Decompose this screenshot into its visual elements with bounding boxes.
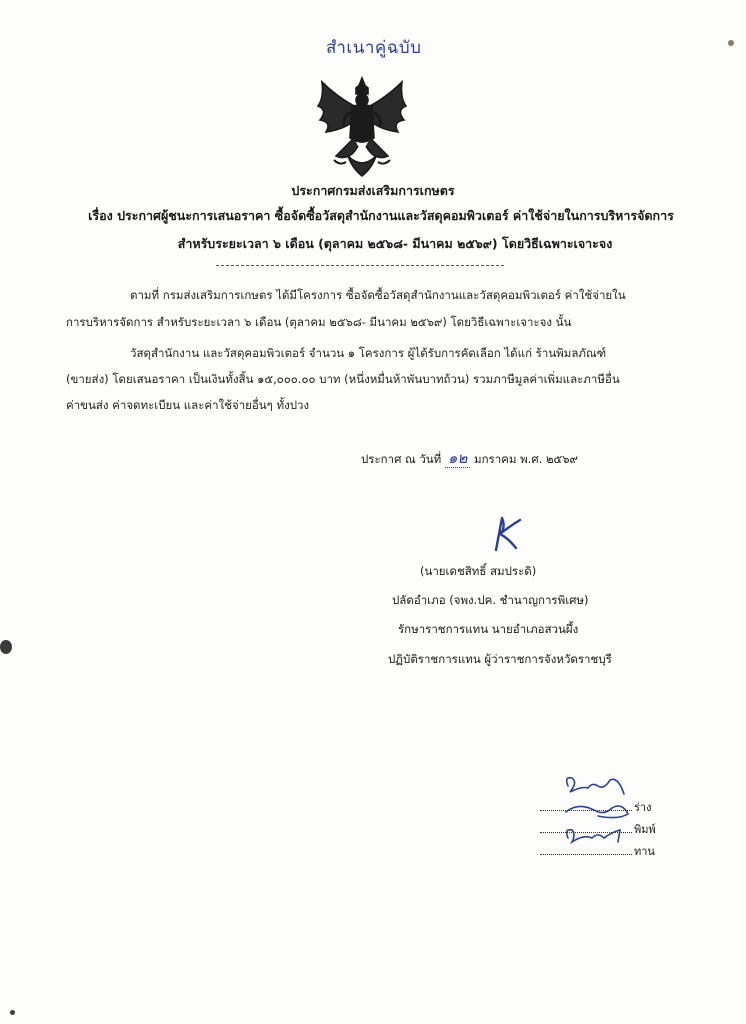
- header-period: สำหรับระยะเวลา ๖ เดือน (ตุลาคม ๒๕๖๘- มีนาคม ๒๕๖๙) โดยวิธีเฉพาะเจาะจง: [177, 236, 613, 251]
- garuda-emblem-icon: [314, 76, 410, 178]
- initials-review-label: ทาน: [634, 845, 655, 858]
- initials-review-row: [540, 842, 666, 860]
- body-line-1: ตามที่ กรมส่งเสริมการเกษตร ได้มีโครงการ ซื้อจัดซื้อวัสดุสำนักงานและวัสดุคอมพิวเตอร์ ค่าใช้จ่ายใน: [130, 288, 626, 302]
- scan-speck: [0, 640, 12, 654]
- signatory-position-2: รักษาราชการแทน นายอำเภอสวนผึ้ง: [398, 622, 579, 636]
- header-subject: เรื่อง ประกาศผู้ชนะการเสนอราคา ซื้อจัดซื้อวัสดุสำนักงานและวัสดุคอมพิวเตอร์ ค่าใช้จ่ายในการบริหารจัดการ: [88, 208, 674, 223]
- copy-stamp: สำเนาคู่ฉบับ: [326, 38, 422, 58]
- signature-mark-icon: [486, 512, 524, 552]
- announcement-date-suffix: มกราคม พ.ศ. ๒๕๖๙: [474, 452, 578, 466]
- body-line-4: (ขายส่ง) โดยเสนอราคา เป็นเงินทั้งสิ้น ๑๕,๐๐๐.๐๐ บาท (หนึ่งหมื่นห้าพันบาทถ้วน) รวมภาษีมูลค่าเพิ่มและภาษีอื่น: [66, 372, 620, 386]
- signatory-position-1: ปลัดอำเภอ (จพง.ปค. ชำนาญการพิเศษ): [392, 593, 589, 607]
- signatory-position-3: ปฏิบัติราชการแทน ผู้ว่าราชการจังหวัดราชบุรี: [388, 652, 612, 666]
- body-line-2: การบริหารจัดการ สำหรับระยะเวลา ๖ เดือน (ตุลาคม ๒๕๖๘- มีนาคม ๒๕๖๙) โดยวิธีเฉพาะเจาะจง นั้น: [66, 315, 572, 329]
- body-line-3: วัสดุสำนักงาน และวัสดุคอมพิวเตอร์ จำนวน ๑ โครงการ ผู้ได้รับการคัดเลือก ได้แก่ ร้านพิมลภัณฑ์: [130, 346, 607, 360]
- scan-speck: [728, 40, 734, 46]
- initials-draft-row: [540, 798, 666, 816]
- header-agency: ประกาศกรมส่งเสริมการเกษตร: [291, 183, 455, 198]
- initials-print-row: [540, 820, 666, 838]
- announcement-date-prefix: ประกาศ ณ วันที่: [361, 452, 442, 466]
- announcement-day: ๑๒: [445, 449, 470, 468]
- signatory-name: (นายเดชสิทธิ์ สมประดิ): [420, 564, 537, 578]
- initials-print-label: พิมพ์: [634, 823, 656, 836]
- body-line-5: ค่าขนส่ง ค่าจดทะเบียน และค่าใช้จ่ายอื่นๆ ทั้งปวง: [66, 398, 310, 412]
- scan-speck: [10, 1010, 15, 1015]
- announcement-date: [361, 446, 578, 470]
- header-divider: [216, 265, 504, 266]
- initials-draft-label: ร่าง: [634, 801, 652, 814]
